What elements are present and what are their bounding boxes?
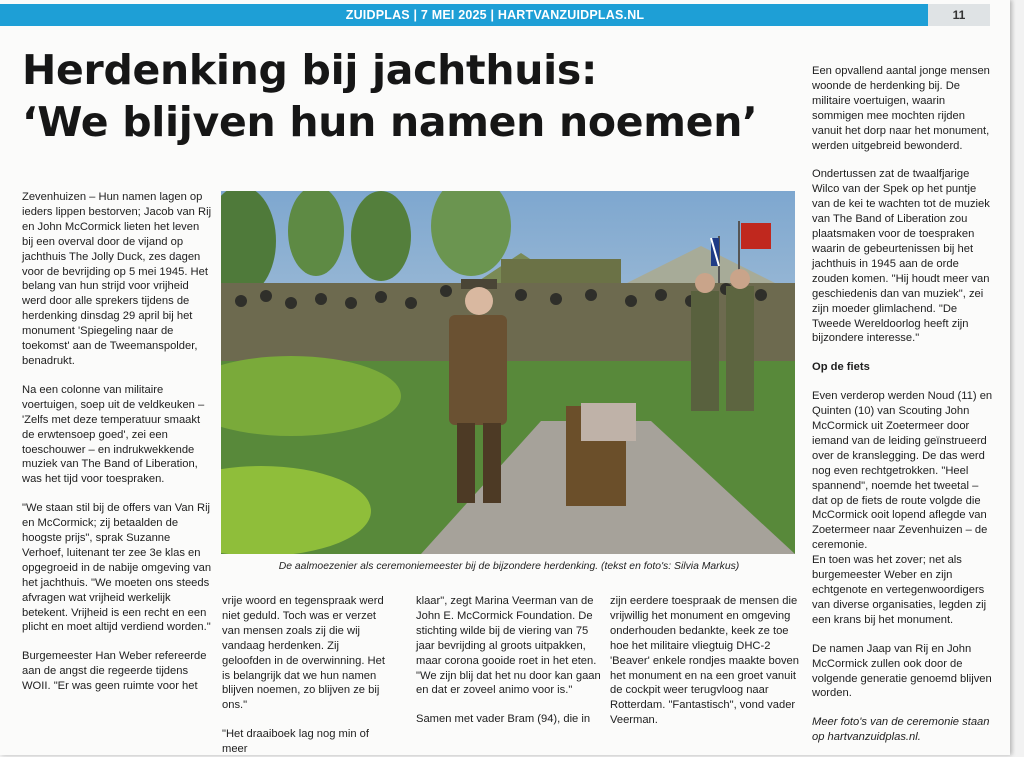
headline-line-1: Herdenking bij jachthuis:: [22, 46, 598, 94]
paragraph: "Het draaiboek lag nog min of meer: [222, 728, 370, 756]
subheading: Op de fiets: [812, 361, 870, 374]
paragraph: Na een colonne van militaire voertuigen, soep uit de veldkeuken – 'Zelfs met deze temperatuur smaakt de erwtensoep goed', zei een toeschouwer – en indrukwekkende muziek van The Band of Liberation, was het tijd voor toespraken.: [22, 383, 205, 486]
headline-line-2: ‘We blijven hun namen noemen’: [22, 98, 758, 146]
paragraph: klaar", zegt Marina Veerman van de John E. McCormick Foundation. De stichting wilde bij de viering van 75 jaar bevrijding al groots uitpakken, maar corona gooide roet in het eten. "We zijn blij dat het nu door kan gaan en dat er zoveel animo voor is.": [416, 595, 601, 697]
headline: [22, 44, 802, 148]
header-line: ZUIDPLAS | 7 MEI 2025 | HARTVANZUIDPLAS.NL: [345, 8, 645, 22]
paragraph: De namen Jaap van Rij en John McCormick zullen ook door de volgende generatie genoemd blijven worden.: [812, 642, 992, 700]
paragraph: En toen was het zover; net als burgemeester Weber en zijn echtgenote en vertegenwoordigers van diverse organisaties, legden zij een krans bij het monument.: [812, 554, 987, 626]
paragraph: zijn eerdere toespraak de mensen die vrijwillig het monument en omgeving onderhouden bedankte, keek ze toe hoe het militaire vliegtuig DHC-2 'Beaver' enkele rondjes maakte boven het monument en na een groet vanuit de cockpit weer terugvloog naar Rotterdam. "Fantastisch", vond vader Veerman.: [610, 595, 799, 727]
column-4: [610, 594, 800, 728]
paragraph: vrije woord en tegenspraak werd niet geduld. Toch was er verzet van mensen zoals zij die wij vandaag herdenken. Zij geloofden in de overwinning. Het is belangrijk dat we hun namen blijven noemen, zo blijven ze bij ons.": [222, 595, 385, 712]
paragraph: Ondertussen zat de twaalfjarige Wilco van der Spek op het puntje van de kei te wachten tot de muziek van The Band of Liberation zou plaatsmaken voor de toespraken waarin de gebeurtenissen bij het jachthuis in 1945 aan de orde zouden komen. "Hij houdt meer van geschiedenis dan van muziek", zei zijn moeder glimlachend. "De Tweede Wereldoorlog heeft zijn bijzondere interesse.": [812, 168, 990, 345]
ceremony-photo: [221, 191, 795, 554]
paragraph: Een opvallend aantal jonge mensen woonde de herdenking bij. De militaire voertuigen, waarin sommigen mee mochten rijden vanuit het dorp naar het monument, werden uitgebreid bewonderd.: [812, 65, 990, 152]
column-2: [222, 594, 390, 757]
column-1: [22, 190, 212, 694]
paragraph: Zevenhuizen – Hun namen lagen op ieders lippen bestorven; Jacob van Rij en John McCormick lieten het leven bij een overval door de vijand op jachthuis The Jolly Duck, zes dagen voor de bevrijding op 5 mei 1945. Het belang van hun strijd voor vrijheid werd door alle sprekers tijdens de herdenking dinsdag 29 april bij het monument 'Spiegeling naar de toekomst' aan de Tweemanspolder, benadrukt.: [22, 191, 212, 367]
paragraph: Even verderop werden Noud (11) en Quinten (10) van Scouting John McCormick uit Zoetermeer door iemand van de leiding geïnstrueerd over de kranslegging. De das werd nog even rechtgetrokken. "Heel spannend", noemde het tweetal – dat op de fiets de route volgde die McCormick ooit lopend aflegde van Zoetermeer naar Zevenhuizen – de ceremonie.: [812, 390, 993, 552]
column-5: [812, 64, 994, 745]
column-3: [416, 594, 602, 727]
photo-caption: De aalmoezenier als ceremoniemeester bij de bijzondere herdenking. (tekst en foto's: Silvia Markus): [278, 561, 740, 572]
paragraph: "We staan stil bij de offers van Van Rij en McCormick; zij betaalden de hoogste prijs", sprak Suzanne Verhoef, luitenant ter zee 3e klas en opgegroeid in de nabije omgeving van het jachthuis. "We moeten ons steeds afvragen wat vrijheid werkelijk betekent. Vrijheid is een recht en een plicht en moet altijd verdiend worden.": [22, 502, 212, 634]
paragraph: Burgemeester Han Weber refereerde aan de angst die regeerde tijdens WOII. "Er was geen ruimte voor het: [22, 650, 207, 693]
more-photos-note: Meer foto's van de ceremonie staan op hartvanzuidplas.nl.: [812, 716, 990, 744]
paragraph: Samen met vader Bram (94), die in: [416, 713, 591, 726]
page-number: 11: [928, 4, 990, 26]
